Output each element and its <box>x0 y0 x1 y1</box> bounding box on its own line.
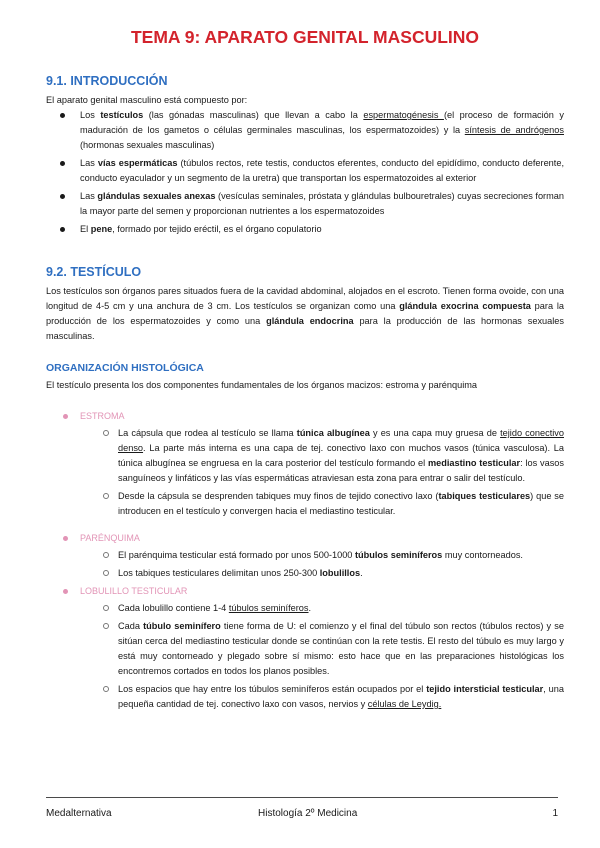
organizacion-paragraph: El testículo presenta los dos componentes fundamentales de los órganos macizos: estroma y parénquima <box>46 380 478 390</box>
estroma-item-tabiques: Desde la cápsula se desprenden tabiques muy finos de tejido conectivo laxo (tabiques testiculares) que se introducen en el testículo y convergen hacia el mediastino testicular. <box>46 489 564 519</box>
subsection-heading-organizacion: ORGANIZACIÓN HISTOLÓGICA <box>46 362 204 374</box>
section-lobulillo <box>46 584 564 715</box>
lobulillo-item-tubulo: Cada túbulo seminífero tiene forma de U: el comienzo y el final del túbulo son rectos (túbulos rectos) y se sitúan cerca del mediastino testicular donde se continúan con la rete testis. El resto del túbulo es muy largo y está muy contorneado y plegado sobre sí mismo: esto hace que en las preparaciones histológicas los encontremos cortados en todos los planos posibles. <box>46 619 564 679</box>
component-list <box>46 108 564 240</box>
footer-left: Medalternativa <box>46 808 112 819</box>
section-heading-introduccion: 9.1. INTRODUCCIÓN <box>46 74 168 88</box>
bullet-icon <box>60 194 65 199</box>
document-title: TEMA 9: APARATO GENITAL MASCULINO <box>130 27 480 47</box>
circle-bullet-icon <box>103 623 109 629</box>
bullet-icon <box>63 589 68 594</box>
lobulillo-item-contiene: Cada lobulillo contiene 1-4 túbulos seminíferos. <box>46 601 564 616</box>
bullet-icon <box>60 161 65 166</box>
lobulillo-item-intersticial: Los espacios que hay entre los túbulos seminíferos están ocupados por el tejido intersticial testicular, una pequeña cantidad de tej. conectivo laxo con vasos, nervios y células de Leydig. <box>46 682 564 712</box>
section-estroma <box>46 409 564 522</box>
estroma-item-capsula: La cápsula que rodea al testículo se llama túnica albugínea y es una capa muy gruesa de tejido conectivo denso. La parte más interna es una capa de tej. conectivo laxo con muchos vasos (túnica vasculosa). La túnica albugínea se engruesa en la cara posterior del testículo formando el mediastino testicular: los vasos sanguíneos y linfáticos y las vías espermáticas atraviesan esta zona para entrar o salir del testículo. <box>46 426 564 486</box>
page-footer <box>46 797 558 822</box>
parenquima-item-tubulos: El parénquima testicular está formado por unos 500-1000 túbulos seminíferos muy contorneados. <box>46 548 564 563</box>
footer-center: Histología 2º Medicina <box>258 808 358 819</box>
parenquima-item-lobulillos: Los tabiques testiculares delimitan unos 250-300 lobulillos. <box>46 566 564 581</box>
lobulillo-label: LOBULILLO TESTICULAR <box>80 586 188 596</box>
bullet-icon <box>63 414 68 419</box>
page-number: 1 <box>552 808 558 819</box>
testiculo-paragraph: Los testículos son órganos pares situados fuera de la cavidad abdominal, alojados en el escroto. Tienen forma ovoide, con una longitud de 4-5 cm y una anchura de 3 cm. Los testículos se organizan como una glándula exocrina compuesta para la producción de los espermatozoides y como una glándula endocrina para la producción de las hormonas sexuales masculinas. <box>46 286 564 341</box>
list-item-testiculos: Los testículos (las gónadas masculinas) que llevan a cabo la espermatogénesis (el proceso de formación y maduración de los gametos o células germinales masculinas, los espermatozoides) y la síntesis de andrógenos (hormonas sexuales masculinas) <box>46 108 564 153</box>
bullet-icon <box>63 536 68 541</box>
bullet-icon <box>60 113 65 118</box>
circle-bullet-icon <box>103 570 109 576</box>
circle-bullet-icon <box>103 605 109 611</box>
section-heading-testiculo: 9.2. TESTÍCULO <box>46 265 142 279</box>
bullet-icon <box>60 227 65 232</box>
list-item-glandulas-anexas: Las glándulas sexuales anexas (vesículas seminales, próstata y glándulas bulbouretrales) cuyas secreciones forman la mayor parte del semen y proporcionan nutrientes a los espermatozoides <box>46 189 564 219</box>
parenquima-label: PARÉNQUIMA <box>80 533 140 543</box>
circle-bullet-icon <box>103 430 109 436</box>
section-parenquima <box>46 531 564 584</box>
circle-bullet-icon <box>103 552 109 558</box>
list-item-vias-espermaticas: Las vías espermáticas (túbulos rectos, rete testis, conductos eferentes, conducto del epidídimo, conducto deferente, conducto eyaculador y un segmento de la uretra) que transportan los espermatozoides al exterior <box>46 156 564 186</box>
circle-bullet-icon <box>103 686 109 692</box>
estroma-label: ESTROMA <box>80 411 125 421</box>
circle-bullet-icon <box>103 493 109 499</box>
intro-paragraph: El aparato genital masculino está compuesto por: <box>46 95 248 105</box>
list-item-pene: El pene, formado por tejido eréctil, es el órgano copulatorio <box>46 222 564 237</box>
